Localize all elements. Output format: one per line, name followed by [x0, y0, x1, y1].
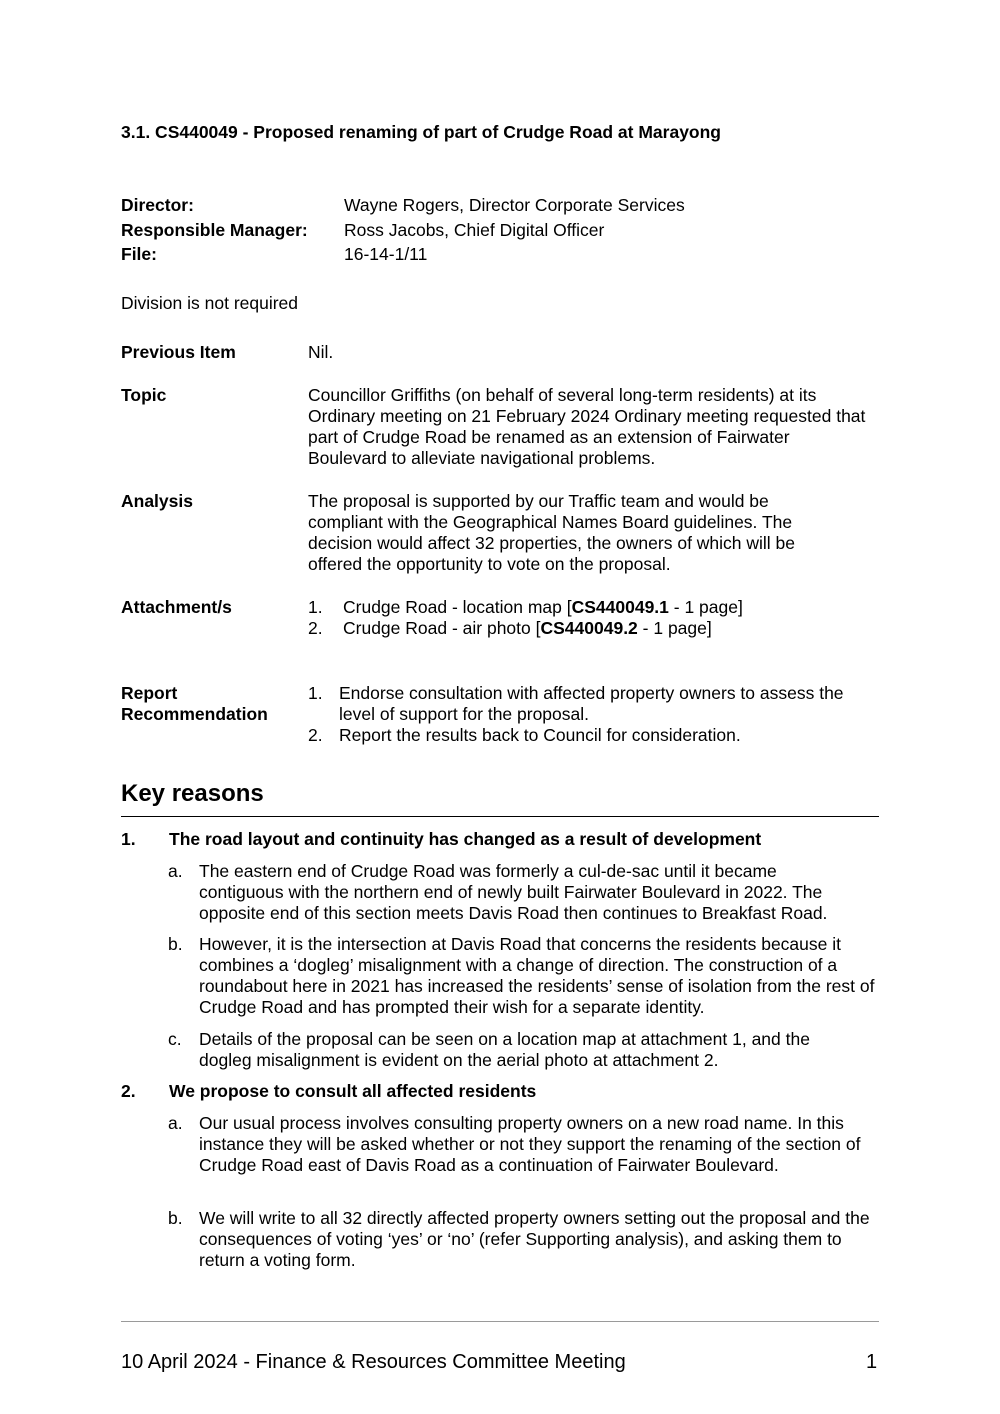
list-number: 2. — [308, 725, 323, 745]
attachments-label: Attachment/s — [121, 597, 232, 617]
topic-text: Councillor Griffiths (on behalf of several long-term residents) at its Ordinary meeting on 21 February 2024 Ordinary meeting requested that part of Crudge Road be renamed as an extension of Fairwater Boulevard to alleviate navigational problems. — [308, 385, 866, 468]
analysis-text: The proposal is supported by our Traffic team and would be compliant with the Geographical Names Board guidelines. The decision would affect 32 properties, the owners of which will be offered the opportunity to vote on the proposal. — [308, 491, 796, 574]
previous-item-label: Previous Item — [121, 342, 236, 362]
meta-label: Director: — [121, 195, 194, 215]
attachment-text: Crudge Road - location map [ — [343, 597, 572, 617]
item-text: The eastern end of Crudge Road was formerly a cul-de-sac until it became contiguous with the northern end of newly built Fairwater Boulevard in 2022. The opposite end of this section meets Davis Road then continues to Breakfast Road. — [199, 861, 828, 923]
recommendation-list — [308, 683, 853, 746]
key-reasons-heading: Key reasons — [121, 780, 264, 807]
attachment-code: CS440049.1 — [571, 597, 669, 617]
topic-label: Topic — [121, 385, 167, 405]
attachment-pages: - 1 page] — [637, 618, 712, 638]
key-reason-number: 1. — [121, 829, 136, 849]
item-letter: a. — [168, 861, 183, 881]
recommendation-label-line1: Report — [121, 683, 178, 703]
heading-divider — [121, 816, 879, 817]
attachments-list — [308, 597, 878, 639]
item-letter: c. — [168, 1029, 182, 1049]
list-number: 2. — [308, 618, 323, 638]
item-letter: b. — [168, 934, 183, 954]
item-text: However, it is the intersection at Davis Road that concerns the residents because it combines a ‘dogleg’ misalignment with a change of direction. The construction of a roundabout here in 2021 has increased the residents’ sense of isolation from the rest of Crudge Road and has prompted their wish for a separate identity. — [199, 934, 875, 1017]
recommendation-item — [308, 725, 853, 746]
attachment-item[interactable] — [308, 597, 878, 618]
attachment-code: CS440049.2 — [540, 618, 638, 638]
page-number: 1 — [866, 1351, 878, 1373]
key-reason-title: The road layout and continuity has changed as a result of development — [169, 829, 762, 849]
meta-label: File: — [121, 244, 157, 264]
item-text: We will write to all 32 directly affected property owners setting out the proposal and the consequences of voting ‘yes’ or ‘no’ (refer Supporting analysis), and asking them to return a voting form. — [199, 1208, 870, 1270]
division-note: Division is not required — [121, 293, 299, 313]
recommendation-item — [308, 683, 853, 725]
recommendation-text: Endorse consultation with affected property owners to assess the level of support for the proposal. — [339, 683, 844, 724]
analysis-label: Analysis — [121, 491, 193, 511]
attachment-pages: - 1 page] — [668, 597, 743, 617]
item-letter: a. — [168, 1113, 183, 1133]
recommendation-label — [121, 683, 301, 725]
item-letter: b. — [168, 1208, 183, 1228]
attachment-item[interactable] — [308, 618, 878, 639]
meta-value: Ross Jacobs, Chief Digital Officer — [344, 220, 605, 240]
footer-meeting-info: 10 April 2024 - Finance & Resources Committee Meeting — [121, 1351, 626, 1373]
list-number: 1. — [308, 597, 323, 617]
key-reason-title: We propose to consult all affected residents — [169, 1081, 537, 1101]
meta-label: Responsible Manager: — [121, 220, 308, 240]
recommendation-label-line2: Recommendation — [121, 704, 268, 724]
meta-value: Wayne Rogers, Director Corporate Services — [344, 195, 685, 215]
report-title: 3.1. CS440049 - Proposed renaming of part of Crudge Road at Marayong — [121, 122, 721, 142]
recommendation-text: Report the results back to Council for consideration. — [339, 725, 741, 745]
key-reason-number: 2. — [121, 1081, 136, 1101]
item-text: Our usual process involves consulting property owners on a new road name. In this instance they will be asked whether or not they support the renaming of the section of Crudge Road east of Davis Road as a continuation of Fairwater Boulevard. — [199, 1113, 861, 1175]
item-text: Details of the proposal can be seen on a location map at attachment 1, and the dogleg misalignment is evident on the aerial photo at attachment 2. — [199, 1029, 810, 1070]
list-number: 1. — [308, 683, 323, 703]
meta-value: 16-14-1/11 — [344, 244, 428, 264]
attachment-text: Crudge Road - air photo [ — [343, 618, 541, 638]
previous-item-value: Nil. — [308, 342, 334, 362]
footer-divider — [121, 1321, 879, 1322]
